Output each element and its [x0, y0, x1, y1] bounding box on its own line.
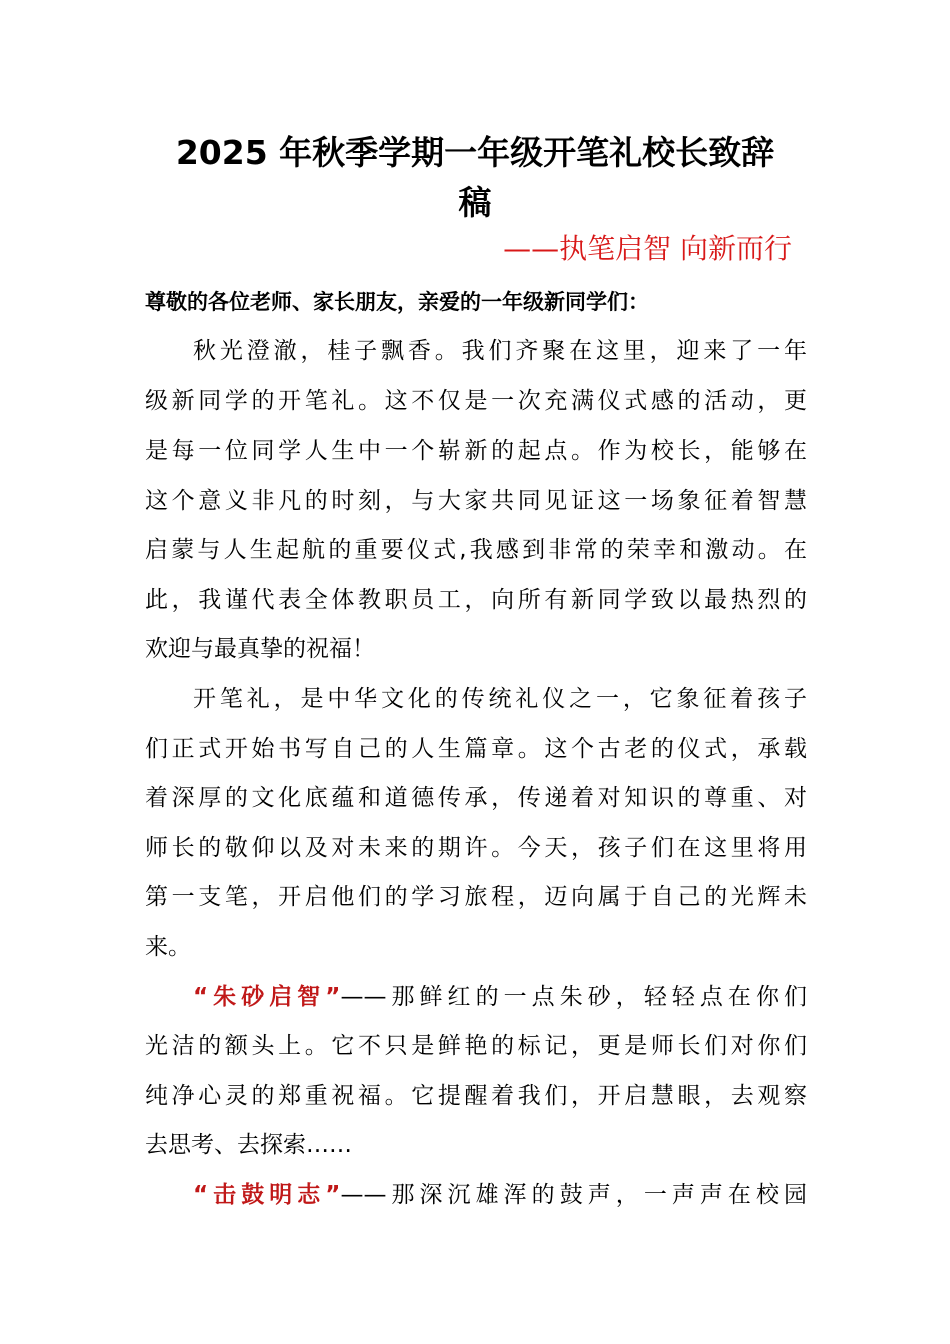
paragraph-2-line: 第一支笔，开启他们的学习旅程，迈向属于自己的光辉未 [145, 884, 807, 910]
paragraph-1-line: 此，我谨代表全体教职员工，向所有新同学致以最热烈的 [145, 587, 807, 613]
paragraph-2-line: 们正式开始书写自己的人生篇章。这个古老的仪式，承载 [145, 736, 807, 762]
paragraph-3-line: 去思考、去探索…… [145, 1132, 352, 1158]
document-title-line-1: 2025 年秋季学期一年级开笔礼校长致辞 [175, 133, 775, 172]
paragraph-4-first-line [193, 1170, 807, 1220]
paragraph-1-line: 启蒙与人生起航的重要仪式,我感到非常的荣幸和激动。在 [145, 537, 807, 563]
paragraph-3-line: 纯净心灵的郑重祝福。它提醒着我们，开启慧眼，去观察 [145, 1083, 807, 1109]
paragraph-4-first-line-text: ——那深沉雄浑的鼓声，一声声在校园 [340, 1182, 808, 1208]
paragraph-1-line: 秋光澄澈，桂子飘香。我们齐聚在这里，迎来了一年 [193, 338, 807, 364]
paragraph-1-line: 这个意义非凡的时刻，与大家共同见证这一场象征着智慧 [145, 488, 807, 514]
document-subtitle: ——执笔启智 向新而行 [503, 232, 792, 265]
highlight-phrase: “击鼓明志” [193, 1182, 341, 1208]
paragraph-2-line: 开笔礼，是中华文化的传统礼仪之一，它象征着孩子 [193, 686, 807, 712]
highlight-phrase: “朱砂启智” [193, 984, 341, 1010]
paragraph-3-first-line [193, 972, 807, 1022]
paragraph-3-line: 光洁的额头上。它不只是鲜艳的标记，更是师长们对你们 [145, 1033, 807, 1059]
paragraph-2-line: 来。 [145, 934, 191, 960]
salutation: 尊敬的各位老师、家长朋友，亲爱的一年级新同学们： [145, 290, 649, 314]
paragraph-1-line: 是每一位同学人生中一个崭新的起点。作为校长，能够在 [145, 438, 807, 464]
paragraph-2-line: 师长的敬仰以及对未来的期许。今天，孩子们在这里将用 [145, 835, 807, 861]
document-title-line-2: 稿 [458, 183, 492, 222]
paragraph-1-line: 欢迎与最真挚的祝福！ [145, 636, 375, 662]
paragraph-2-line: 着深厚的文化底蕴和道德传承，传递着对知识的尊重、对 [145, 785, 807, 811]
paragraph-1-line: 级新同学的开笔礼。这不仅是一次充满仪式感的活动，更 [145, 388, 807, 414]
paragraph-3-first-line-text: ——那鲜红的一点朱砂，轻轻点在你们 [340, 984, 808, 1010]
